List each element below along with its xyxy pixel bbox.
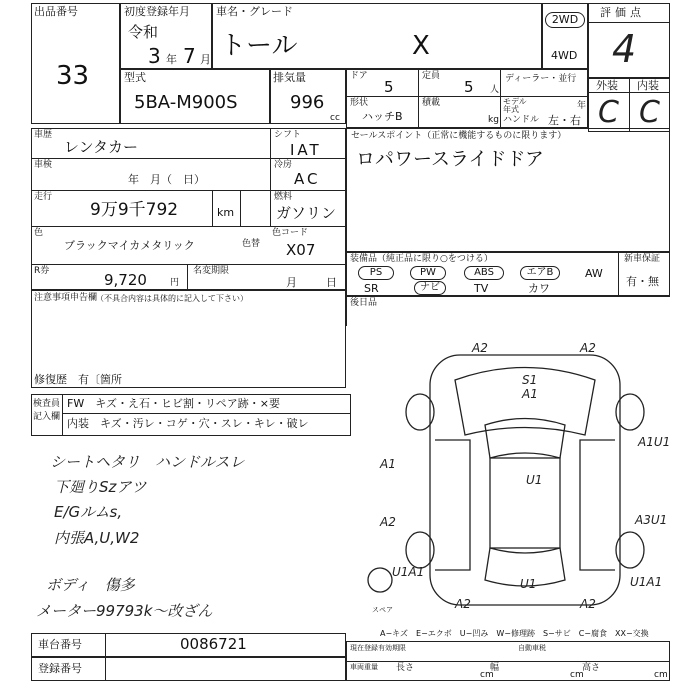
damage-mark: A2 — [472, 341, 488, 355]
recycle-label: R券 — [34, 266, 50, 276]
model-year-unit: 年 — [577, 101, 587, 111]
deadline-label: 名変期限 — [193, 266, 230, 276]
damage-mark: A2 — [580, 597, 596, 611]
fuel-value: ガソリン — [276, 204, 337, 222]
model-year-label: モデル年式 — [503, 97, 527, 114]
damage-mark: S1 — [522, 373, 538, 387]
shift-value: IAT — [290, 141, 322, 159]
new-car-value: 有・無 — [626, 275, 659, 288]
weight-label: 車両重量 — [350, 663, 378, 671]
rear-items-label: 後日品 — [350, 298, 378, 308]
mileage-value: 9万9千792 — [90, 200, 179, 220]
damage-mark: A1U1 — [638, 435, 671, 449]
damage-mark: A2 — [455, 597, 471, 611]
car-grade-label: 車名・グレード — [216, 5, 293, 18]
exterior-grade: C — [598, 95, 619, 130]
inspection-value: 年 月（ 日） — [128, 173, 205, 186]
registration-label: 登録番号 — [38, 662, 82, 675]
damage-mark: A1 — [380, 457, 396, 471]
equip-leather: カワ — [528, 282, 550, 295]
doors-label: ドア — [350, 71, 368, 81]
inspector-label: 検査員記入欄 — [33, 399, 61, 422]
equip-sr: SR — [364, 282, 379, 295]
recycle-value: 9,720 — [104, 271, 147, 289]
drive-2wd: 2WD — [545, 12, 585, 28]
reg-info: 現在登録有効期限 — [350, 644, 406, 652]
displacement-label: 排気量 — [273, 71, 306, 84]
doors-value: 5 — [384, 78, 394, 96]
color-change-label: 色替 — [242, 239, 261, 249]
equip-aw: AW — [585, 267, 603, 280]
inspection-label: 車検 — [34, 160, 53, 170]
shape-value: ハッチB — [362, 110, 403, 123]
handle-label: ハンドル — [503, 115, 540, 125]
displacement-value: 996 — [290, 92, 325, 113]
lot-label: 出品番号 — [34, 5, 78, 18]
month-unit: 月 — [200, 53, 211, 66]
car-name: トール — [220, 31, 298, 61]
person-unit: 人 — [490, 85, 500, 95]
spare-label: スペア — [372, 606, 393, 614]
spare-tire — [368, 568, 392, 592]
deadline-month: 月 — [286, 276, 297, 289]
year-unit: 年 — [166, 53, 177, 66]
inspector-interior: 内装 キズ・汚レ・コゲ・穴・スレ・キレ・破レ — [67, 417, 309, 430]
handwritten-note: ボディ 傷多 — [46, 576, 135, 594]
damage-legend: A−キズ E−エクボ U−凹み W−修理跡 S−サビ C−腐食 XX−交換 — [380, 629, 649, 638]
height-label: 高さ — [582, 663, 601, 673]
interior-label: 内装 — [637, 79, 659, 92]
history-value: レンタカー — [64, 138, 139, 156]
notes-label: 注意事項申告欄 — [34, 293, 98, 303]
model-label: 型式 — [124, 71, 146, 84]
ac-value: AC — [294, 170, 321, 188]
damage-mark: A2 — [580, 341, 596, 355]
shift-label: シフト — [274, 130, 302, 140]
capacity-label: 定員 — [422, 71, 441, 81]
shape-label: 形状 — [350, 98, 369, 108]
equip-tv: TV — [474, 282, 489, 295]
model-value: 5BA-M900S — [134, 92, 238, 113]
inspector-fw: FW キズ・え石・ヒビ割・リペア跡・×要 — [67, 397, 280, 410]
damage-mark: A3U1 — [635, 513, 668, 527]
damage-mark: U1A1 — [392, 565, 425, 579]
ac-label: 冷房 — [274, 160, 293, 170]
score-value: 4 — [612, 27, 637, 71]
interior-grade: C — [639, 95, 660, 130]
equip-airbag: エアB — [520, 266, 560, 280]
damage-mark: A2 — [380, 515, 396, 529]
car-grade: X — [412, 31, 430, 61]
damage-mark: A1 — [522, 387, 538, 401]
damage-mark: U1A1 — [630, 575, 663, 589]
color-label: 色 — [34, 228, 44, 238]
color-code-value: X07 — [286, 241, 316, 259]
history-label: 車歴 — [34, 130, 53, 140]
tax-info: 自動車税 — [518, 644, 546, 652]
color-value: ブラックマイカメタリック — [64, 239, 195, 252]
equip-ps: PS — [358, 266, 394, 280]
handwritten-note: シートヘタリ ハンドルスレ — [50, 453, 245, 471]
cc-unit: cc — [330, 113, 340, 123]
equip-pw: PW — [410, 266, 446, 280]
equip-navi: ナビ — [414, 281, 446, 295]
new-car-label: 新車保証 — [624, 254, 661, 264]
damage-mark: U1 — [520, 577, 537, 591]
car-diagram — [372, 340, 680, 620]
drive-4wd: 4WD — [551, 49, 578, 62]
handwritten-note: メーター99793k〜改ざん — [36, 602, 213, 620]
car-windshield — [485, 419, 565, 459]
notes-hint: （不具合内容は具体的に記入して下さい） — [96, 294, 248, 303]
exterior-label: 外装 — [596, 79, 618, 92]
handwritten-note: E/Gルムs, — [54, 503, 123, 521]
dealer-label: ディーラー・並行 — [505, 74, 577, 84]
car-roof — [490, 458, 560, 548]
mileage-label: 走行 — [34, 192, 53, 202]
chassis-label: 車台番号 — [38, 638, 82, 651]
sales-points-text: ロパワースライドドア — [356, 148, 544, 170]
era: 令和 — [128, 23, 159, 41]
fuel-label: 燃料 — [274, 192, 293, 202]
width-label: 幅 — [490, 663, 500, 673]
km-unit: km — [217, 206, 235, 219]
equipment-label: 装備品（純正品に限り○をつける） — [350, 254, 493, 264]
repair-history: 修復歴 有〔箇所 — [34, 373, 122, 386]
cm-unit: cm — [654, 670, 668, 680]
sales-points-box — [346, 128, 670, 252]
chassis-value: 0086721 — [180, 635, 247, 653]
damage-mark: U1 — [526, 473, 543, 487]
yen-unit: 円 — [170, 278, 180, 288]
deadline-day: 日 — [326, 276, 337, 289]
score-label: 評価点 — [600, 6, 645, 19]
rear-items-box — [346, 296, 670, 326]
kg-unit: kg — [488, 115, 499, 125]
reg-year: 3 — [148, 44, 161, 68]
handwritten-note: 下廻りSzアツ — [54, 478, 147, 496]
handle-value: 左・右 — [548, 114, 581, 127]
reg-month: 7 — [183, 44, 196, 68]
handwritten-note: 内張A,U,W2 — [54, 529, 140, 547]
car-left-doors — [435, 440, 470, 570]
equip-abs: ABS — [464, 266, 504, 280]
car-right-doors — [580, 440, 615, 570]
load-label: 積載 — [422, 98, 441, 108]
color-code-label: 色コード — [272, 228, 309, 238]
first-reg-label: 初度登録年月 — [124, 5, 190, 18]
cm-unit: cm — [480, 670, 494, 680]
length-label: 長さ — [396, 663, 415, 673]
capacity-value: 5 — [464, 78, 474, 96]
sales-points-label: セールスポイント（正常に機能するものに限ります） — [351, 131, 567, 141]
cm-unit: cm — [570, 670, 584, 680]
lot-number: 33 — [56, 61, 90, 91]
